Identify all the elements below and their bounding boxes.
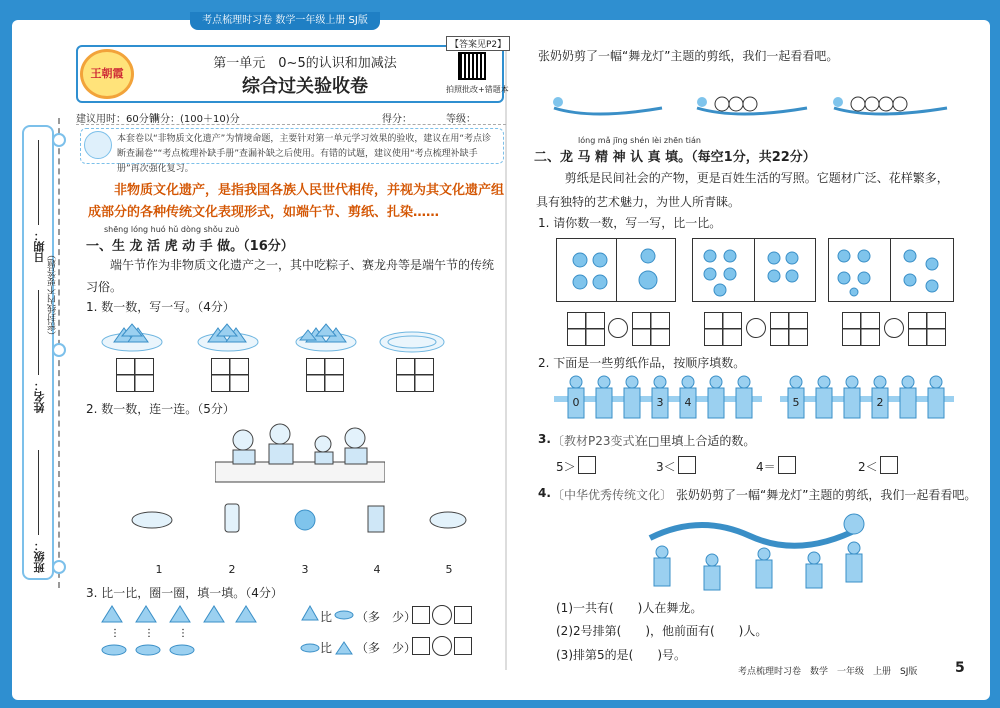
answer-grid[interactable] — [632, 312, 670, 346]
match-number: 4 — [373, 563, 381, 576]
sec1-text: 端午节作为非物质文化遗产之一，其中吃粽子、赛龙舟等是端午节的传统习俗。 — [86, 258, 495, 294]
sub-question-2[interactable]: (2)2号排第( )，他前面有( )人。 — [556, 624, 768, 638]
binding-hole — [52, 343, 66, 357]
svg-text:⋮: ⋮ — [144, 628, 154, 639]
time-info: 建议用时：60分钟 — [76, 114, 159, 125]
food-items — [130, 502, 470, 534]
level-field[interactable]: 等级： — [446, 114, 476, 125]
doll-number: 2 — [876, 396, 884, 409]
braid-icon — [334, 608, 354, 622]
intro-text: 非物质文化遗产，是指我国各族人民世代相传，并视为其文化遗产组成部分的各种传统文化表现形式，如端午节、剪纸、扎染…… — [88, 183, 505, 220]
zongzi-plates — [100, 316, 490, 354]
compare-choice[interactable]: （多 少） — [356, 641, 417, 655]
fill-box[interactable] — [880, 456, 898, 474]
date-line — [38, 140, 39, 225]
date-label: 日期： — [33, 230, 46, 263]
compare-choice[interactable]: （多 少） — [356, 610, 417, 624]
class-label: 班级： — [33, 540, 46, 573]
compare-circle[interactable] — [608, 318, 628, 338]
fill-circle[interactable] — [432, 636, 452, 656]
right-q2: 2. 下面是一些剪纸作品，按顺序填数。 — [538, 356, 746, 370]
fill-box[interactable] — [412, 637, 430, 655]
answer-grid[interactable] — [770, 312, 808, 346]
svg-text:⋮: ⋮ — [178, 628, 188, 639]
right-q3: 在□里填上合适的数。 — [636, 434, 756, 448]
qr-code[interactable] — [458, 52, 486, 80]
fill-box[interactable] — [678, 456, 696, 474]
right-q4-text: 张奶奶剪了一幅“舞龙灯”主题的剪纸，我们一起看看吧。 — [676, 488, 977, 502]
sec1-pinyin: shēng lóng huó hǔ dòng shǒu zuò — [104, 225, 240, 234]
zongzi-icon — [334, 640, 354, 656]
compare-circle[interactable] — [884, 318, 904, 338]
score-field[interactable]: 得分： — [382, 114, 412, 125]
papercut-figures — [560, 242, 952, 298]
sec2-heading: 二、龙 马 精 神 认 真 填。（每空1分，共22分） — [534, 150, 816, 165]
answer-grid[interactable] — [567, 312, 605, 346]
answer-grid[interactable] — [116, 358, 154, 392]
answer-grid[interactable] — [908, 312, 946, 346]
dragon-dance-papercut — [640, 508, 880, 596]
sec2-pinyin: lóng mǎ jīng shén lèi zhēn tián — [578, 136, 702, 145]
match-number: 2 — [228, 563, 236, 576]
family-dinner-illustration — [215, 418, 385, 486]
compare-word: 比 — [320, 610, 333, 624]
fill-box[interactable] — [454, 606, 472, 624]
fill-box[interactable] — [778, 456, 796, 474]
zongzi-braid-rows — [100, 602, 260, 660]
doll-number: 0 — [572, 396, 580, 409]
fill-box[interactable] — [454, 637, 472, 655]
left-q1: 1. 数一数，写一写。（4分） — [86, 300, 235, 314]
compare-word: 比 — [320, 641, 333, 655]
sec2-text: 剪纸是民间社会的产物，更是百姓生活的写照。它题材广泛、花样繁多，具有独特的艺术魅力，为世人所青睐。 — [536, 171, 949, 209]
answer-grid[interactable] — [306, 358, 344, 392]
match-number: 3 — [301, 563, 309, 576]
fill-box[interactable] — [578, 456, 596, 474]
right-q1: 1. 请你数一数，写一写，比一比。 — [538, 216, 722, 230]
binding-hole — [52, 560, 66, 574]
full-score-info: 满分：(100＋10)分 — [150, 114, 240, 125]
left-q3: 3. 比一比，圈一圈，填一填。（4分） — [86, 586, 283, 600]
fill-box[interactable] — [412, 606, 430, 624]
test-title: 综合过关验收卷 — [242, 76, 368, 97]
info-divider — [76, 124, 506, 125]
doll-number: 5 — [792, 396, 800, 409]
page-number: 5 — [955, 660, 965, 676]
class-line — [38, 450, 39, 535]
match-number: 1 — [155, 563, 163, 576]
seal-note: （密封线内不要答题） — [48, 250, 58, 340]
papercut-dolls — [554, 374, 954, 426]
right-q3-number: 3. — [538, 432, 551, 446]
brand-logo: 王朝霞 — [80, 49, 134, 99]
answer-grid[interactable] — [211, 358, 249, 392]
right-q4-number: 4. — [538, 486, 551, 500]
mascot-icon — [84, 131, 112, 159]
compare-icons — [300, 604, 320, 656]
sub-question-3[interactable]: (3)排第5的是( )号。 — [556, 648, 686, 662]
ineq-1: 5＞ — [556, 460, 576, 474]
dragon-boats — [552, 94, 952, 122]
fill-circle[interactable] — [432, 605, 452, 625]
ineq-2: 3＜ — [656, 460, 676, 474]
q3-source-tag: 〔教材P23变式〕 — [552, 434, 647, 448]
footer: 考点梳理时习卷 数学 一年级 上册 SJ版 — [738, 667, 918, 677]
svg-text:⋮: ⋮ — [110, 628, 120, 639]
ineq-3: 4＝ — [756, 460, 776, 474]
match-number: 5 — [445, 563, 453, 576]
sub-question-1[interactable]: (1)一共有( )人在舞龙。 — [556, 601, 703, 615]
answer-grid[interactable] — [396, 358, 434, 392]
page-spine — [505, 40, 507, 670]
top-banner: 考点梳理时习卷 数学一年级上册 SJ版 — [190, 12, 380, 30]
tip-box: 本套卷以“非物质文化遗产”为情境命题，主要针对第一单元学习效果的验收，建议在用“考点诊断查漏卷”“考点梳理补缺手册”查漏补缺之后使用。有错的试题，建议使用“考点梳理补缺手册”再次强化复习。 — [80, 128, 504, 164]
left-q2: 2. 数一数，连一连。（5分） — [86, 402, 235, 416]
name-line — [38, 290, 39, 375]
sec1-heading: 一、生 龙 活 虎 动 手 做。（16分） — [86, 239, 294, 254]
answer-tag: 【答案见P2】 — [446, 36, 510, 51]
binding-hole — [52, 133, 66, 147]
answer-grid[interactable] — [842, 312, 880, 346]
name-label: 姓名： — [33, 380, 46, 413]
doll-number: 4 — [684, 396, 692, 409]
answer-grid[interactable] — [704, 312, 742, 346]
doll-number: 3 — [656, 396, 664, 409]
qr-caption: 拍照批改+错题本 — [446, 85, 509, 94]
q4-source-tag: 〔中华优秀传统文化〕 — [552, 488, 673, 502]
right-q4: 张奶奶剪了一幅“舞龙灯”主题的剪纸，我们一起看看吧。 — [538, 49, 839, 63]
ineq-4: 2＜ — [858, 460, 878, 474]
compare-circle[interactable] — [746, 318, 766, 338]
unit-title: 第一单元 0~5的认识和加减法 — [213, 56, 397, 71]
